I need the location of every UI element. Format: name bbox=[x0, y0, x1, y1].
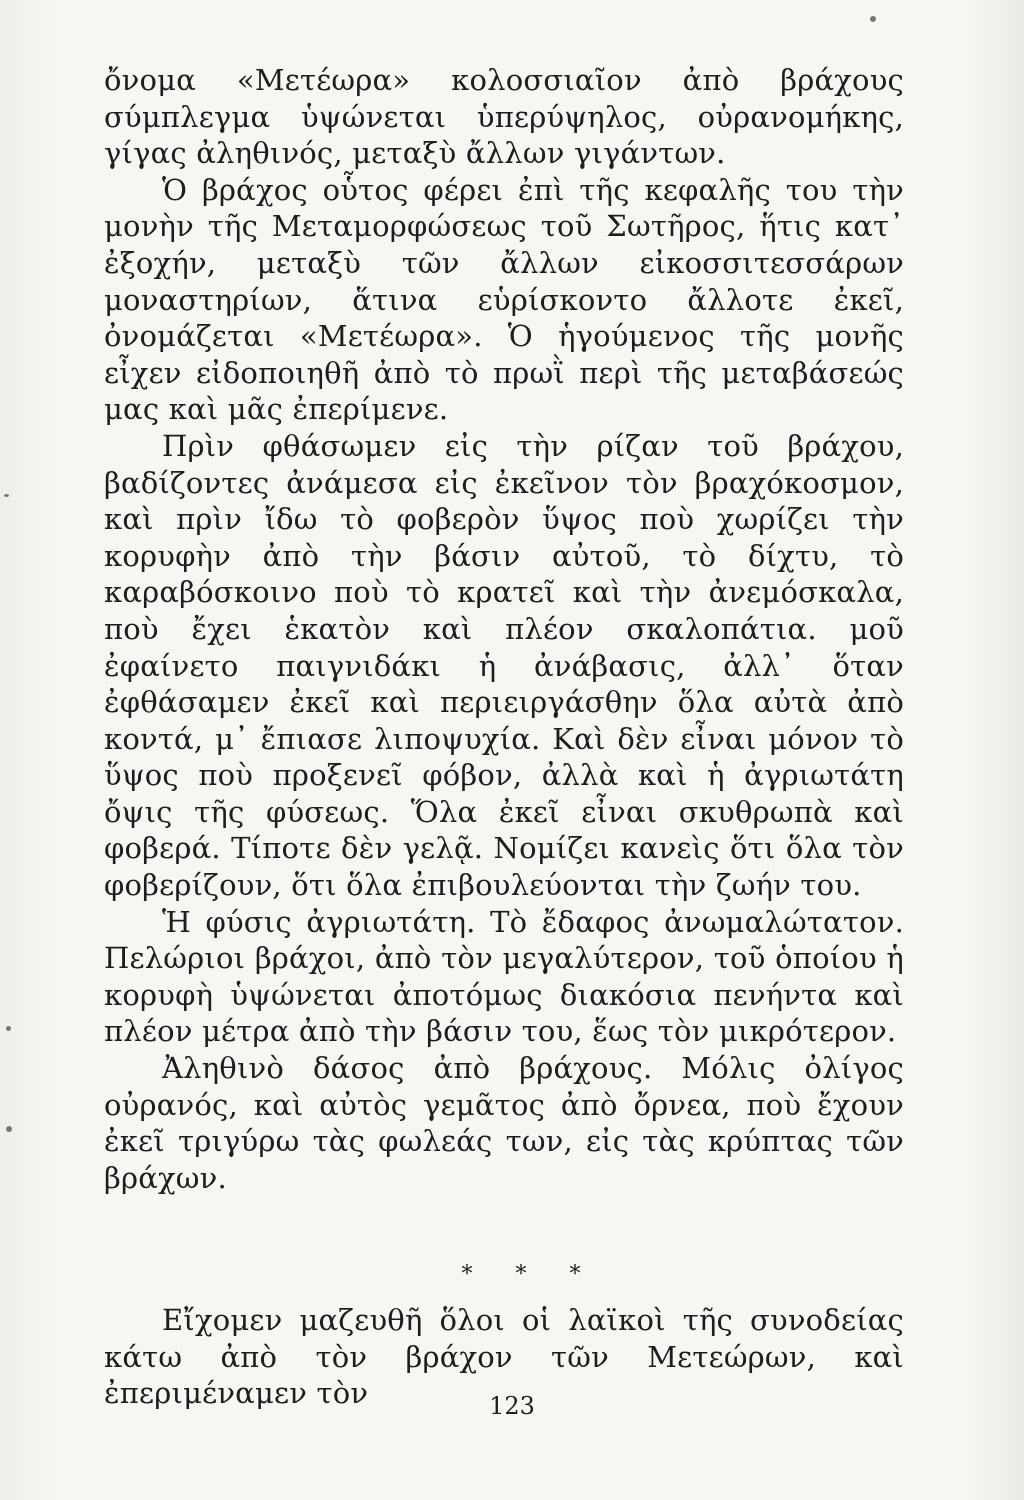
scan-speck-left bbox=[4, 494, 9, 497]
paragraph-5: Ἀληθινὸ δάσος ἀπὸ βράχους. Μόλις ὀλίγος οὐρανός, καὶ αὐτὸς γεμᾶτος ἀπὸ ὄρνεα, ποὺ ἔχουν ἐκεῖ τριγύρω τὰς φωλεάς των, εἰς τὰς κρύπτας τῶν βράχων. bbox=[104, 1051, 904, 1195]
paragraph-4: Ἡ φύσις ἀγριωτάτη. Τὸ ἔδαφος ἀνωμαλώτατον. Πελώριοι βράχοι, ἀπὸ τὸν μεγαλύτερον, τοῦ ὁποίου ἡ κορυφὴ ὑψώνεται ἀποτόμως διακόσια πενήντα καὶ πλέον μέτρα ἀπὸ τὴν βάσιν του, ἕως τὸν μικρότερον. bbox=[104, 904, 904, 1049]
paragraph-3: Πρὶν φθάσωμεν εἰς τὴν ρίζαν τοῦ βράχου, βαδίζοντες ἀνάμεσα εἰς ἐκεῖνον τὸν βραχόκοσμον, καὶ πρὶν ἴδω τὸ φοβερὸν ὕψος ποὺ χωρίζει τὴν κορυφὴν ἀπὸ τὴν βάσιν αὐτοῦ, τὸ δίχτυ, τὸ καραβόσκοινο ποὺ τὸ κρατεῖ καὶ τὴν ἀνεμόσκαλα, ποὺ ἔχει ἑκατὸν καὶ πλέον σκαλοπάτια. μοῦ ἐφαίνετο παιγνιδάκι ἡ ἀνάβασις, ἀλλ᾿ ὅταν ἐφθάσαμεν ἐκεῖ καὶ περιειργάσθην ὅλα αὐτὰ ἀπὸ κοντά, μ᾿ ἔπιασε λιποψυχία. Καὶ δὲν εἶναι μόνον τὸ ὕψος ποὺ προξενεῖ φόβον, ἀλλὰ καὶ ἡ ἀγριωτάτη ὄψις τῆς φύσεως. Ὅλα ἐκεῖ εἶναι σκυθρωπὰ καὶ φοβερά. Τίποτε δὲν γελᾷ. Νομίζει κανεὶς ὅτι ὅλα τὸν φοβερίζουν, ὅτι ὅλα ἐπιβουλεύονται τὴν ζωήν του. bbox=[104, 428, 904, 903]
scan-speck-left-3 bbox=[6, 1126, 12, 1132]
scan-speck-left-2 bbox=[6, 1026, 11, 1031]
section-separator: * * * bbox=[461, 1262, 599, 1287]
paragraph-1: ὄνομα «Μετέωρα» κολοσσιαῖον ἀπὸ βράχους σύμπλεγμα ὑψώνεται ὑπερύψηλος, οὐρανομήκης, γίγας ἀληθινός, μεταξὺ ἄλλων γιγάντων. bbox=[104, 63, 904, 171]
scan-speck-top bbox=[870, 16, 876, 22]
closing-paragraph: Εἴχομεν μαζευθῆ ὅλοι οἱ λαϊκοὶ τῆς συνοδείας κάτω ἀπὸ τὸν βράχον τῶν Μετεώρων, καὶ ἐπεριμέναμεν τὸν bbox=[104, 1303, 904, 1411]
page-number: 123 bbox=[489, 1392, 535, 1420]
paragraph-2: Ὁ βράχος οὗτος φέρει ἐπὶ τῆς κεφαλῆς του τὴν μονὴν τῆς Μεταμορφώσεως τοῦ Σωτῆρος, ἥτις κατ᾿ ἐξοχήν, μεταξὺ τῶν ἄλλων εἰκοσσιτεσσάρων μοναστηρίων, ἅτινα εὑρίσκοντο ἄλλοτε ἐκεῖ, ὀνομάζεται «Μετέωρα». Ὁ ἡγούμενος τῆς μονῆς εἶχεν εἰδοποιηθῆ ἀπὸ τὸ πρωῒ περὶ τῆς μεταβάσεώς μας καὶ μᾶς ἐπερίμενε. bbox=[104, 172, 904, 427]
main-text-block bbox=[104, 62, 904, 1196]
